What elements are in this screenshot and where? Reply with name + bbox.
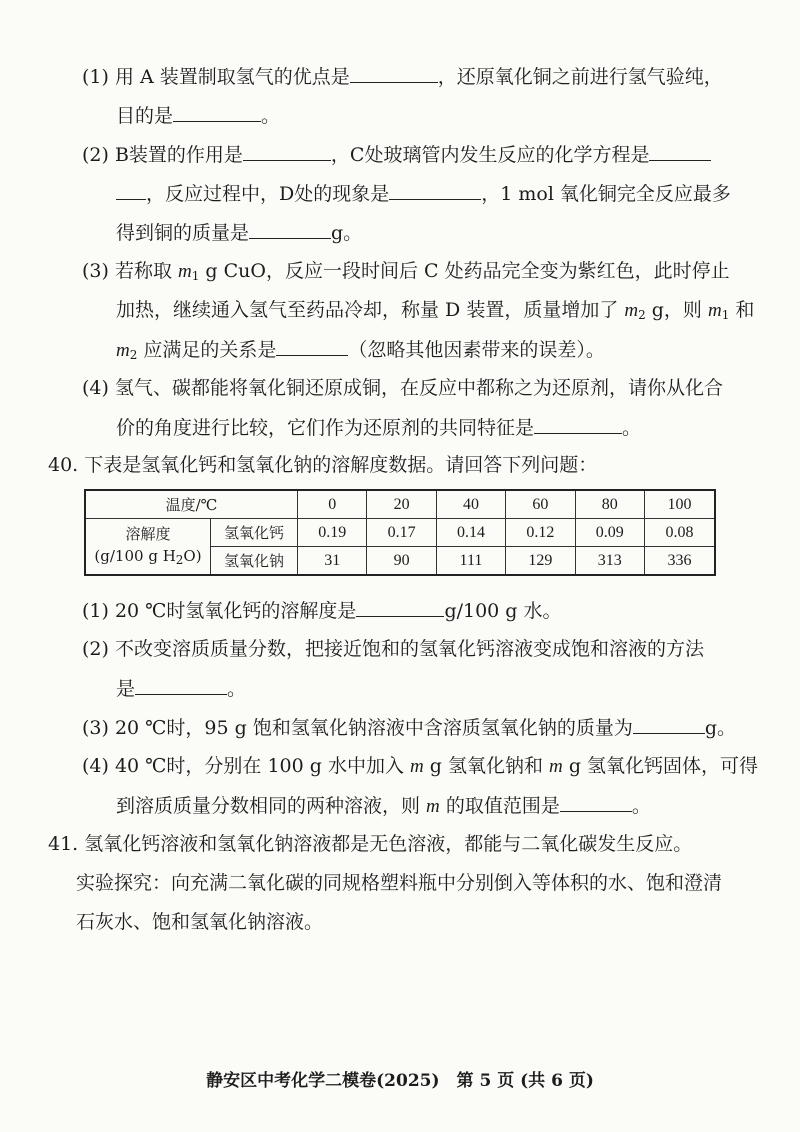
answer-blank[interactable] xyxy=(350,62,438,83)
q39-p2-text: (2) B装置的作用是 xyxy=(82,144,243,166)
q40-p4-text6: 。 xyxy=(631,795,651,817)
answer-blank[interactable] xyxy=(534,413,622,434)
q40-part2-line2 xyxy=(116,674,246,702)
q40-part3 xyxy=(82,713,736,741)
q39-p2-text2: ，C处玻璃管内发生反应的化学方程是 xyxy=(330,144,650,166)
answer-blank[interactable] xyxy=(135,674,227,695)
answer-blank[interactable] xyxy=(116,179,146,200)
answer-blank[interactable] xyxy=(243,140,331,161)
solubility-unit: (g/100 g H xyxy=(94,546,176,565)
q40-p1-text: (1) 20 ℃时氢氧化钙的溶解度是 xyxy=(82,600,357,622)
q41-line1 xyxy=(48,830,692,858)
q40-p4-text3: g 氢氧化钙固体，可得 xyxy=(562,755,759,777)
q39-p2-text5: 得到铜的质量是 xyxy=(116,222,250,244)
value-cell: 313 xyxy=(575,547,644,576)
value-cell: 336 xyxy=(644,547,715,576)
q40-p4-text2: g 氢氧化钠和 xyxy=(423,755,550,777)
q40-part4-line2 xyxy=(116,791,651,819)
subscript: 2 xyxy=(129,348,138,362)
q39-part2-line2 xyxy=(116,179,731,207)
value-cell: 0.09 xyxy=(575,519,644,547)
q39-part3-line1 xyxy=(82,257,730,285)
var-m: m xyxy=(624,300,639,321)
temp-header-cell: 温度/℃ xyxy=(85,490,298,519)
q39-part4-line1 xyxy=(82,374,723,402)
temp-cell: 60 xyxy=(506,490,575,519)
q39-p1-text: (1) 用 A 装置制取氢气的优点是 xyxy=(82,66,350,88)
q41-text: 41. 氢氧化钙溶液和氢氧化钠溶液都是无色溶液，都能与二氧化碳发生反应。 xyxy=(48,833,693,855)
substance-cell: 氢氧化钙 xyxy=(211,519,298,547)
q39-p1-text4: 。 xyxy=(261,105,281,127)
q39-p4-text: (4) 氢气、碳都能将氧化铜还原成铜，在反应中都称之为还原剂，请你从化合 xyxy=(82,377,723,399)
var-m: m xyxy=(178,261,192,282)
q39-part2-line3 xyxy=(116,218,362,246)
q39-p3-text3: 加热，继续通入氢气至药品冷却，称量 D 装置，质量增加了 xyxy=(116,299,625,321)
q41-line3 xyxy=(76,908,323,936)
temp-cell: 20 xyxy=(367,490,436,519)
temp-cell: 40 xyxy=(436,490,505,519)
solubility-label: 溶解度 xyxy=(125,524,171,543)
q39-p1-text2: ，还原氧化铜之前进行氢气验纯， xyxy=(437,66,723,88)
q39-p2-text6: g。 xyxy=(331,222,363,244)
q39-p2-text3: ，反应过程中，D处的现象是 xyxy=(146,183,390,205)
temp-cell: 100 xyxy=(644,490,715,519)
q39-p4-text2: 价的角度进行比较，它们作为还原剂的共同特征是 xyxy=(116,417,535,439)
q40-p4-text4: 到溶质质量分数相同的两种溶液，则 xyxy=(116,795,427,817)
q40-p4-text: (4) 40 ℃时，分别在 100 g 水中加入 xyxy=(82,755,411,777)
q40-p2-text2: 是 xyxy=(116,678,136,700)
q40-p3-text2: g。 xyxy=(704,717,737,739)
q39-p3-text6: 应满足的关系是 xyxy=(137,339,277,361)
answer-blank[interactable] xyxy=(356,596,444,617)
var-m: m xyxy=(116,340,130,361)
value-cell: 31 xyxy=(298,547,367,576)
q40-p3-text: (3) 20 ℃时，95 g 饱和氢氧化钠溶液中含溶质氢氧化钠的质量为 xyxy=(82,717,633,739)
q39-p4-text3: 。 xyxy=(622,417,642,439)
q39-part2-line1 xyxy=(82,140,711,168)
q39-p2-text4: ，1 mol 氧化铜完全反应最多 xyxy=(481,183,731,205)
answer-blank[interactable] xyxy=(173,101,261,122)
q39-p1-text3: 目的是 xyxy=(116,105,174,127)
q40-intro xyxy=(48,451,597,479)
temp-cell: 80 xyxy=(575,490,644,519)
solubility-label-cell xyxy=(85,519,211,576)
subscript: 1 xyxy=(721,308,730,322)
value-cell: 0.08 xyxy=(644,519,715,547)
q40-p4-text5: 的取值范围是 xyxy=(439,795,560,817)
answer-blank[interactable] xyxy=(560,791,632,812)
q40-p2-text: (2) 不改变溶质质量分数，把接近饱和的氢氧化钙溶液变成饱和溶液的方法 xyxy=(82,638,704,660)
var-m: m xyxy=(426,796,440,817)
subscript: 1 xyxy=(191,269,200,283)
answer-blank[interactable] xyxy=(276,335,348,356)
table-row-caoh2 xyxy=(85,519,715,547)
q41-line2 xyxy=(76,869,722,897)
subscript: 2 xyxy=(638,308,646,322)
q40-p1-text2: g/100 g 水。 xyxy=(444,600,562,622)
value-cell: 0.19 xyxy=(298,519,367,547)
q39-part4-line2 xyxy=(116,413,641,441)
subscript: 2 xyxy=(175,552,184,567)
q40-p2-text3: 。 xyxy=(227,678,247,700)
answer-blank[interactable] xyxy=(649,140,711,161)
value-cell: 111 xyxy=(436,547,505,576)
q39-part1-line1 xyxy=(82,62,723,90)
q40-part4-line1 xyxy=(82,752,758,780)
value-cell: 0.12 xyxy=(506,519,575,547)
q40-part1 xyxy=(82,596,562,624)
q39-p3-text4: g，则 xyxy=(645,299,708,321)
value-cell: 0.17 xyxy=(367,519,436,547)
answer-blank[interactable] xyxy=(249,218,331,239)
temp-cell: 0 xyxy=(298,490,367,519)
q39-part1-line2 xyxy=(116,101,280,129)
substance-cell: 氢氧化钠 xyxy=(211,547,298,576)
value-cell: 90 xyxy=(367,547,436,576)
var-m: m xyxy=(410,756,424,777)
q39-p3-text5: 和 xyxy=(729,299,755,321)
q39-part3-line2 xyxy=(116,296,754,324)
page-footer: 静安区中考化学二模卷(2025) 第 5 页 (共 6 页) xyxy=(206,1071,594,1091)
q40-intro-text: 40. 下表是氢氧化钙和氢氧化钠的溶解度数据。请回答下列问题： xyxy=(48,454,598,476)
var-m: m xyxy=(707,300,722,321)
q39-p3-text: (3) 若称取 xyxy=(82,260,178,282)
solubility-table xyxy=(84,489,716,576)
q41-text2: 实验探究：向充满二氧化碳的同规格塑料瓶中分别倒入等体积的水、饱和澄清 xyxy=(76,872,723,894)
q39-p3-text2: g CuO，反应一段时间后 C 处药品完全变为紫红色，此时停止 xyxy=(199,260,730,282)
value-cell: 129 xyxy=(506,547,575,576)
answer-blank[interactable] xyxy=(389,179,481,200)
var-m: m xyxy=(549,756,563,777)
table-row-temps xyxy=(85,490,715,519)
q41-text3: 石灰水、饱和氢氧化钠溶液。 xyxy=(76,911,324,933)
value-cell: 0.14 xyxy=(436,519,505,547)
q39-p3-text7: （忽略其他因素带来的误差）。 xyxy=(348,339,605,361)
q40-part2-line1 xyxy=(82,635,704,663)
q39-part3-line3 xyxy=(116,335,605,363)
solubility-unit-end: O) xyxy=(183,546,202,565)
answer-blank[interactable] xyxy=(633,713,705,734)
